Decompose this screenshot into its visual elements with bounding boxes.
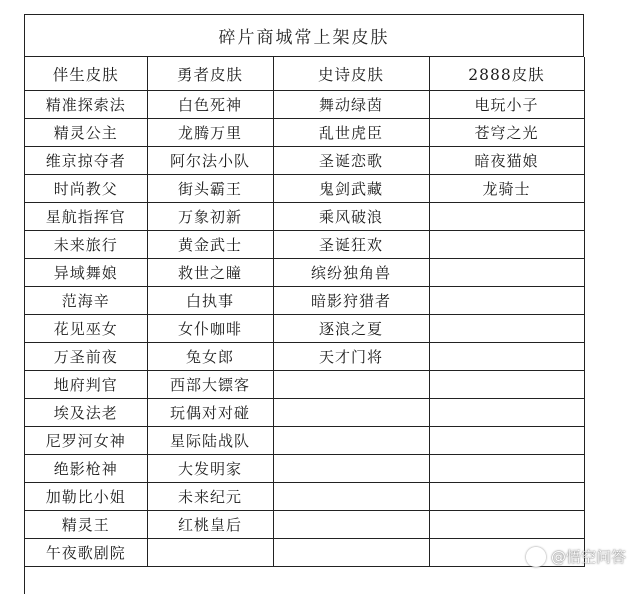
header-cell-epic: 史诗皮肤 <box>273 57 429 91</box>
table-row <box>25 259 584 287</box>
header-cell-2888: 2888皮肤 <box>429 57 584 91</box>
table-cell <box>147 539 273 567</box>
table-cell: 星航指挥官 <box>25 203 147 231</box>
table-cell: 乘风破浪 <box>273 203 429 231</box>
table-cell <box>429 343 584 371</box>
table-cell <box>429 483 584 511</box>
table-cell <box>429 399 584 427</box>
table-cell: 精灵王 <box>25 511 147 539</box>
table-cell <box>273 511 429 539</box>
table-cell: 乱世虎臣 <box>273 119 429 147</box>
table-row <box>25 427 584 455</box>
table-cell: 白色死神 <box>147 91 273 119</box>
table-cell: 缤纷独角兽 <box>273 259 429 287</box>
table-row <box>25 399 584 427</box>
table-cell <box>273 399 429 427</box>
skin-table <box>25 57 585 567</box>
table-cell <box>429 455 584 483</box>
table-cell: 阿尔法小队 <box>147 147 273 175</box>
table-cell: 圣诞狂欢 <box>273 231 429 259</box>
table-row <box>25 287 584 315</box>
table-cell: 万圣前夜 <box>25 343 147 371</box>
table-cell <box>273 539 429 567</box>
table-cell: 白执事 <box>147 287 273 315</box>
table-cell: 精灵公主 <box>25 119 147 147</box>
table-row <box>25 371 584 399</box>
table-row <box>25 539 584 567</box>
table-cell: 红桃皇后 <box>147 511 273 539</box>
table-cell: 未来纪元 <box>147 483 273 511</box>
table-cell: 救世之瞳 <box>147 259 273 287</box>
table-cell: 舞动绿茵 <box>273 91 429 119</box>
table-cell: 街头霸王 <box>147 175 273 203</box>
table-cell <box>273 427 429 455</box>
table-cell: 星际陆战队 <box>147 427 273 455</box>
table-cell <box>429 315 584 343</box>
table-cell <box>429 259 584 287</box>
watermark <box>526 546 626 567</box>
table-cell: 范海辛 <box>25 287 147 315</box>
table-cell: 尼罗河女神 <box>25 427 147 455</box>
table-cell: 午夜歌剧院 <box>25 539 147 567</box>
table-cell: 万象初新 <box>147 203 273 231</box>
table-cell <box>429 287 584 315</box>
table-cell: 圣诞恋歌 <box>273 147 429 175</box>
table-row <box>25 315 584 343</box>
table-cell: 女仆咖啡 <box>147 315 273 343</box>
table-row <box>25 511 584 539</box>
table-cell: 大发明家 <box>147 455 273 483</box>
table-cell: 苍穹之光 <box>429 119 584 147</box>
table-cell <box>429 231 584 259</box>
table-cell <box>429 511 584 539</box>
table-cell: 天才门将 <box>273 343 429 371</box>
table-cell: 黄金武士 <box>147 231 273 259</box>
table-cell: 未来旅行 <box>25 231 147 259</box>
table-cell <box>429 371 584 399</box>
table-cell: 暗夜猫娘 <box>429 147 584 175</box>
table-cell: 时尚教父 <box>25 175 147 203</box>
table-cell: 埃及法老 <box>25 399 147 427</box>
table-cell <box>273 483 429 511</box>
table-cell: 玩偶对对碰 <box>147 399 273 427</box>
table-row <box>25 147 584 175</box>
table-cell <box>429 203 584 231</box>
table-cell: 电玩小子 <box>429 91 584 119</box>
skin-table-sheet <box>24 14 584 594</box>
table-cell <box>273 455 429 483</box>
header-cell-brave: 勇者皮肤 <box>147 57 273 91</box>
table-row <box>25 91 584 119</box>
table-cell: 绝影枪神 <box>25 455 147 483</box>
table-cell: 异域舞娘 <box>25 259 147 287</box>
table-cell <box>429 427 584 455</box>
table-cell <box>273 371 429 399</box>
table-body <box>25 91 584 567</box>
watermark-text: @悟空问答 <box>551 546 626 567</box>
table-cell: 龙腾万里 <box>147 119 273 147</box>
table-cell: 鬼剑武藏 <box>273 175 429 203</box>
table-row <box>25 231 584 259</box>
table-row <box>25 343 584 371</box>
table-cell: 龙骑士 <box>429 175 584 203</box>
wukong-logo-icon <box>526 547 546 567</box>
table-cell: 花见巫女 <box>25 315 147 343</box>
table-row <box>25 455 584 483</box>
table-cell: 逐浪之夏 <box>273 315 429 343</box>
table-row <box>25 175 584 203</box>
header-row <box>25 57 584 91</box>
table-row <box>25 483 584 511</box>
table-row <box>25 203 584 231</box>
table-cell: 暗影狩猎者 <box>273 287 429 315</box>
header-cell-companion: 伴生皮肤 <box>25 57 147 91</box>
table-row <box>25 119 584 147</box>
table-cell: 精准探索法 <box>25 91 147 119</box>
table-cell: 兔女郎 <box>147 343 273 371</box>
table-title: 碎片商城常上架皮肤 <box>25 15 584 57</box>
table-cell: 维京掠夺者 <box>25 147 147 175</box>
table-cell: 地府判官 <box>25 371 147 399</box>
table-cell: 西部大镖客 <box>147 371 273 399</box>
table-cell: 加勒比小姐 <box>25 483 147 511</box>
